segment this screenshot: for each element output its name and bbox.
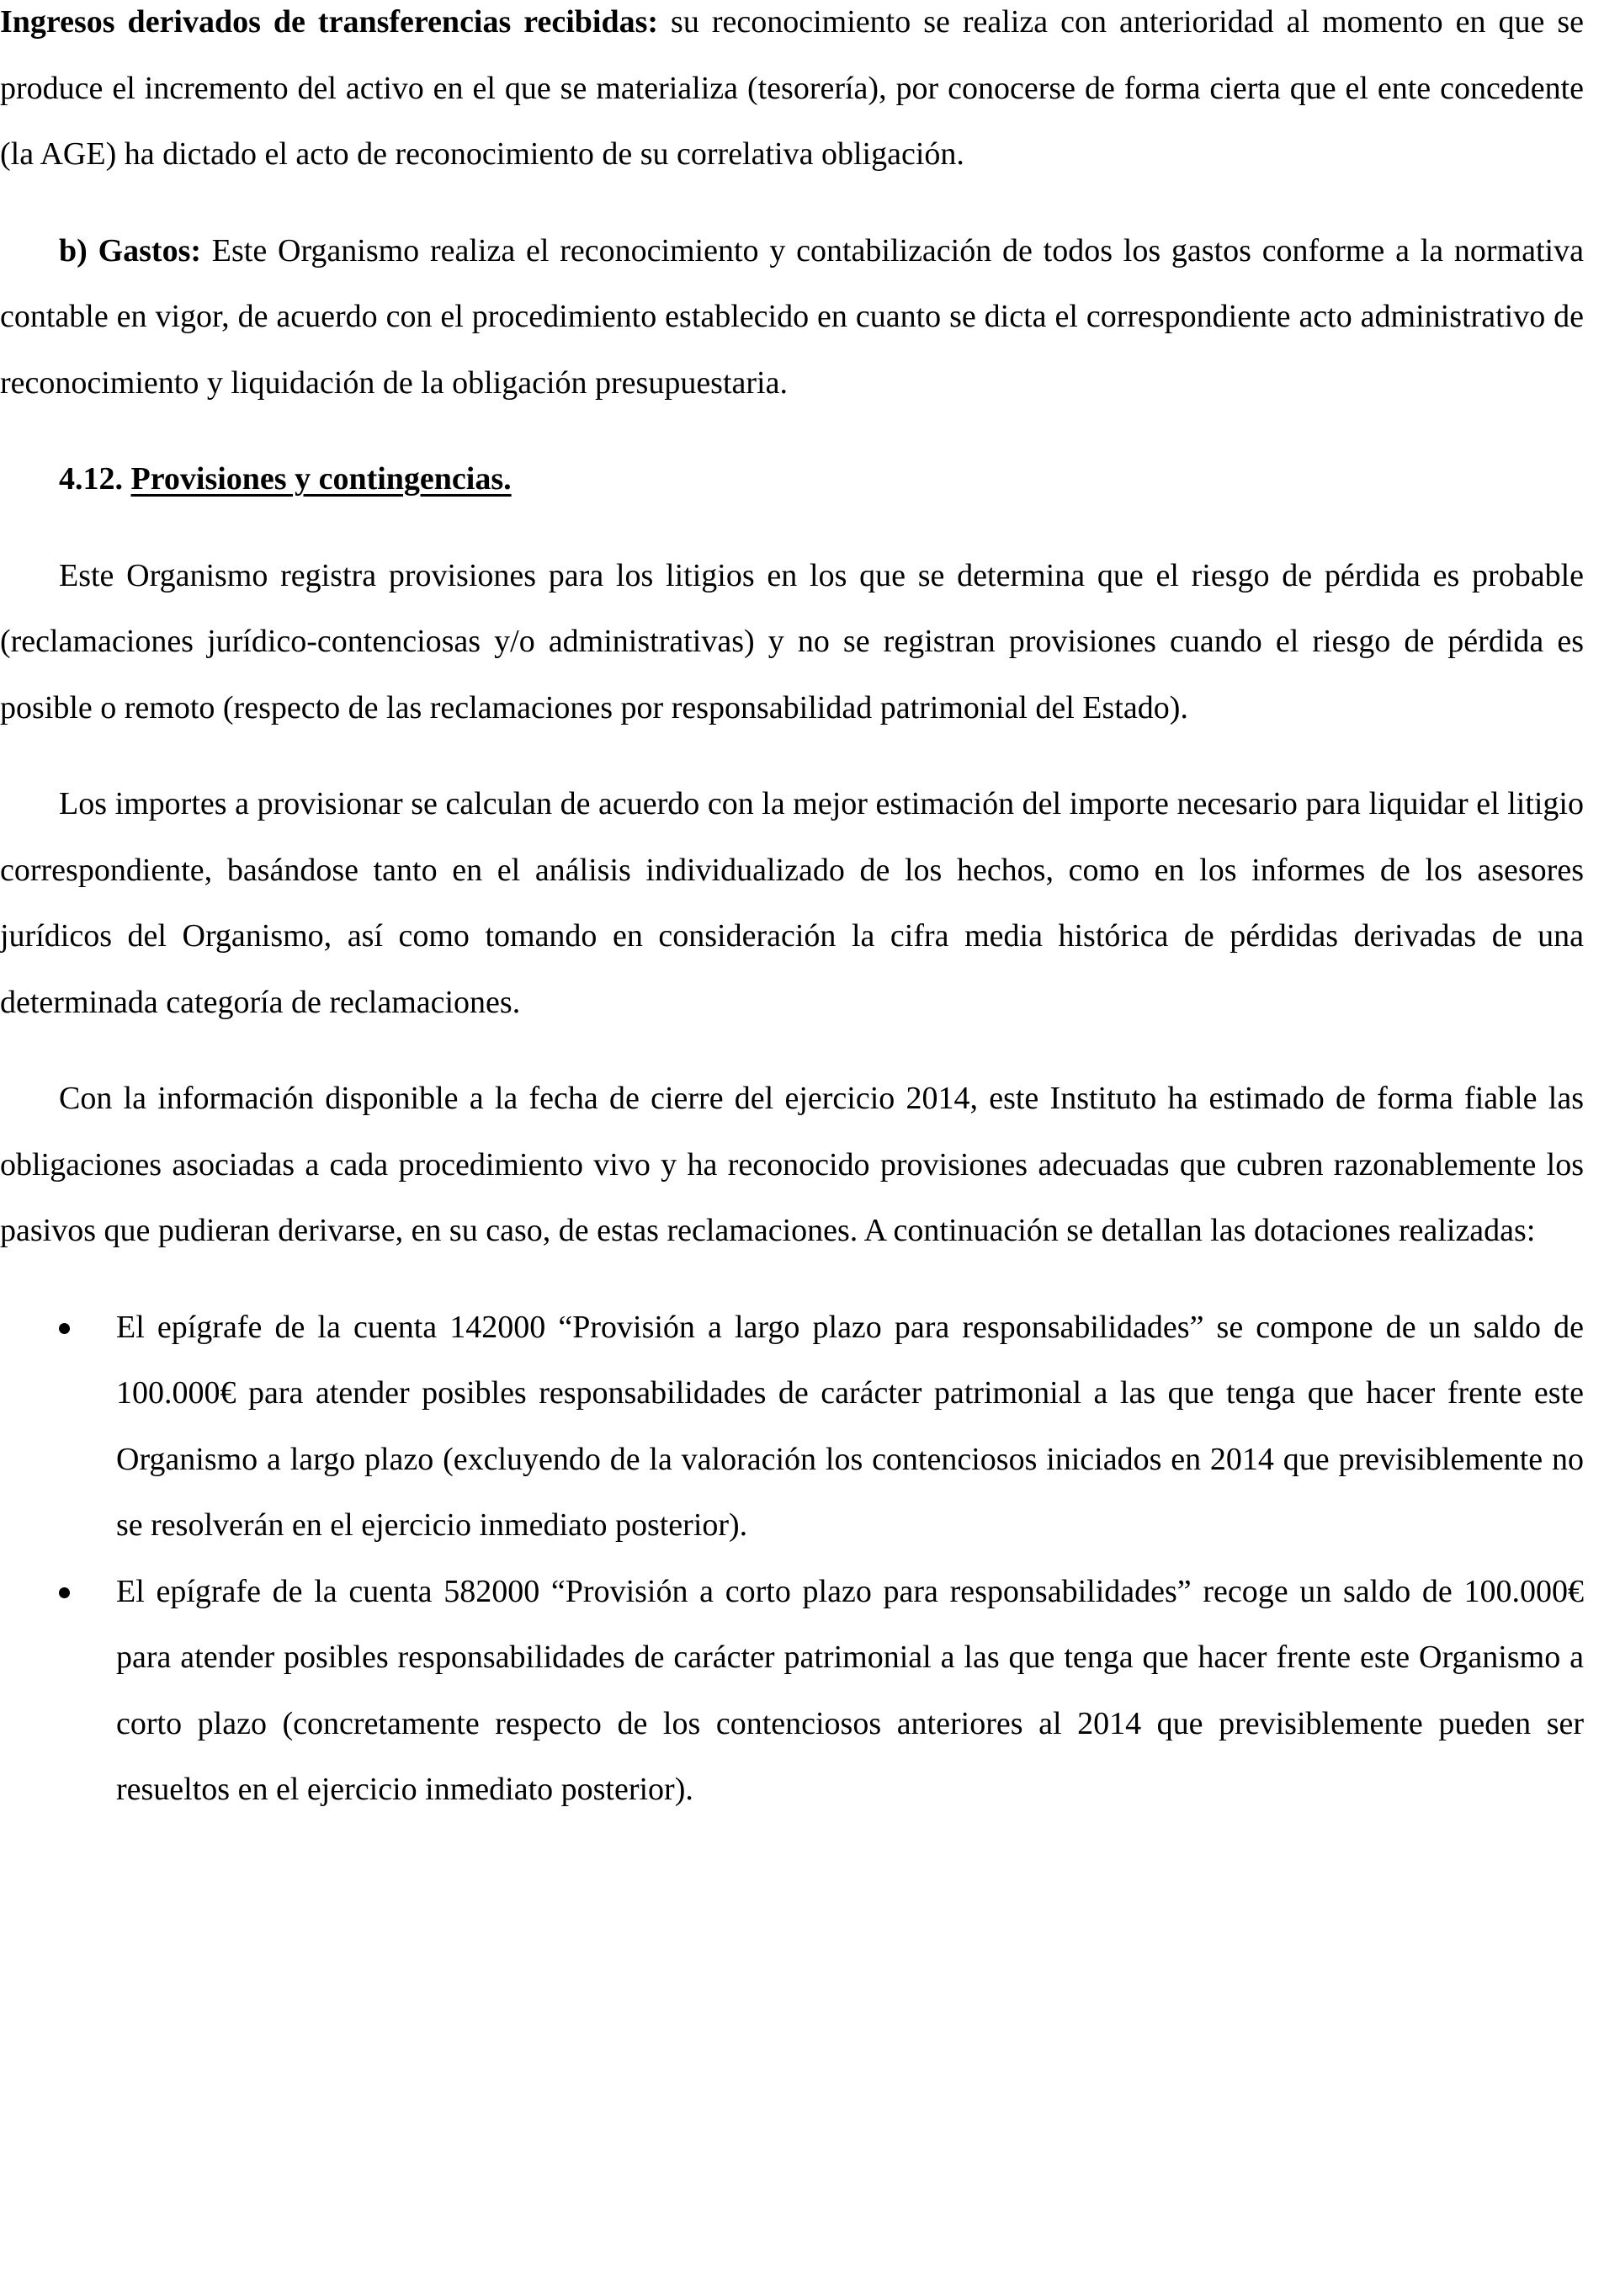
- bullet-icon: [59, 1587, 70, 1598]
- paragraph-text: su reconocimiento se realiza con anterioridad al momento en que se produce el incremento del activo en el que se materializa (tesorería), por conocerse de forma cierta que el ente concedente (la AGE) ha dictado el acto de reconocimiento de su correlativa obligación.: [0, 4, 1585, 172]
- list-item: [0, 1559, 1584, 1823]
- paragraph-informacion-disponible: Con la información disponible a la fecha de cierre del ejercicio 2014, este Instituto ha estimado de forma fiable las obligaciones asociadas a cada procedimiento vivo y ha reconocido provisiones adecuadas que cubren razonablemente los pasivos que pudieran derivarse, en su caso, de estas reclamaciones. A continuación se detallan las dotaciones realizadas:: [0, 1081, 1584, 1248]
- dotaciones-list: [0, 1294, 1584, 1823]
- list-item-text: El epígrafe de la cuenta 142000 “Provisión a largo plazo para responsabilidades” se compone de un saldo de 100.000€ para atender posibles responsabilidades de carácter patrimonial a las que tenga que hacer frente este Organismo a largo plazo (excluyendo de la valoración los contenciosos iniciados en 2014 que previsiblemente no se resolverán en el ejercicio inmediato posterior).: [116, 1309, 1584, 1543]
- section-number: 4.12.: [59, 461, 123, 497]
- paragraph-lead: b) Gastos:: [59, 232, 202, 268]
- section-heading: [0, 446, 1584, 513]
- paragraph-provisiones-litigios: Este Organismo registra provisiones para los litigios en los que se determina que el riesgo de pérdida es probable (reclamaciones jurídico-contenciosas y/o administrativas) y no se registran provisiones cuando el riesgo de pérdida es posible o remoto (respecto de las reclamaciones por responsabilidad patrimonial del Estado).: [0, 557, 1584, 725]
- paragraph-gastos: [0, 218, 1584, 417]
- paragraph-ingresos-transferencias: [0, 0, 1584, 188]
- paragraph-lead: Ingresos derivados de transferencias recibidas:: [0, 4, 659, 40]
- list-item: [0, 1294, 1584, 1559]
- list-item-text: El epígrafe de la cuenta 582000 “Provisión a corto plazo para responsabilidades” recoge un saldo de 100.000€ para atender posibles responsabilidades de carácter patrimonial a las que tenga que hacer frente este Organismo a corto plazo (concretamente respecto de los contenciosos anteriores al 2014 que previsiblemente pueden ser resueltos en el ejercicio inmediato posterior).: [116, 1573, 1584, 1807]
- bullet-icon: [59, 1323, 70, 1334]
- paragraph-text: Este Organismo realiza el reconocimiento y contabilización de todos los gastos conforme a la normativa contable en vigor, de acuerdo con el procedimiento establecido en cuanto se dicta el correspondiente acto administrativo de reconocimiento y liquidación de la obligación presupuestaria.: [0, 232, 1584, 401]
- paragraph-importes-provisionar: Los importes a provisionar se calculan de acuerdo con la mejor estimación del importe necesario para liquidar el litigio correspondiente, basándose tanto en el análisis individualizado de los hechos, como en los informes de los asesores jurídicos del Organismo, así como tomando en consideración la cifra media histórica de pérdidas derivadas de una determinada categoría de reclamaciones.: [0, 786, 1584, 1020]
- section-title: Provisiones y contingencias.: [130, 461, 512, 497]
